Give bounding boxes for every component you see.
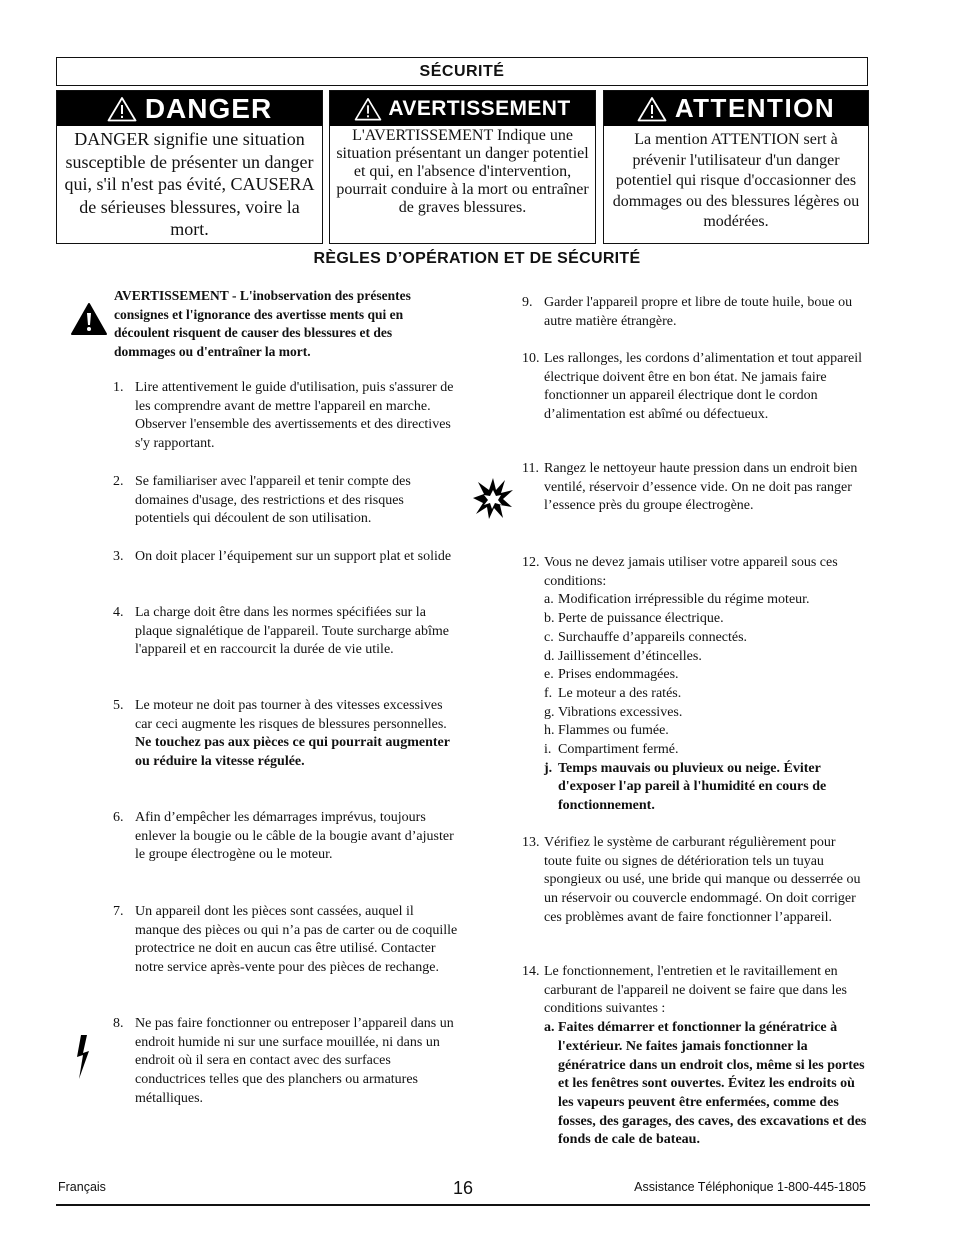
rule-number: 13. [522,835,540,850]
condition-letter: h. [544,723,555,739]
rule-number: 5. [113,698,124,713]
rule-text: Afin d’empêcher les démarrages imprévus, toujours enlever la bougie ou le câble de la bougie avant d’ajuster le groupe électrogène ou le moteur. [135,810,454,863]
condition-text: Flammes ou fumée. [558,723,669,739]
rule-text: On doit placer l’équipement sur un support plat et solide [135,549,452,564]
rule-item [522,834,867,928]
rule-text: Lire attentivement le guide d'utilisation, puis s'assurer de les comprendre avant de mettre l'appareil en marche. Observer l'ensemble des avertissements et des directives s'y rapportant. [135,380,454,452]
rule-text: La charge doit être dans les normes spécifiées sur la plaque signalétique de l'appareil. Toute surcharge abîme l'appareil et en raccourcit la durée de vie utile. [135,605,449,658]
condition-letter: e. [544,667,554,683]
condition-letter: c. [544,629,554,645]
condition-item [544,1019,867,1150]
warning-triangle-icon [637,96,667,122]
avertissement-label: AVERTISSEMENT [388,96,571,120]
condition-text: Temps mauvais ou pluvieux ou neige. Éviter d'exposer l'ap pareil à l'humidité en cours de fonctionnement. [558,760,827,814]
condition-text: Compartiment fermé. [558,742,679,758]
rule-item [113,1015,458,1109]
condition-item [544,666,867,685]
condition-letter: b. [544,611,555,627]
avertissement-header [330,91,595,126]
rule-item [113,379,458,454]
rule-item [522,460,867,516]
rule-text: Se familiariser avec l'appareil et tenir compte des domaines d'usage, des restrictions et des risques potentiels qui découlent de son utilisation. [135,474,411,527]
condition-letter: f. [544,685,553,701]
rule-item [113,473,458,529]
rule-text: Un appareil dont les pièces sont cassées, auquel il manque des pièces ou qui n’a pas de carter ou de coquille protectrice ne doit en aucun cas être utilisé. Contacter notre service après-vente pour des pièces de rechange. [135,904,458,976]
rule-item [522,350,867,425]
rule-bold-text: Ne touchez pas aux pièces ce qui pourrait augmenter ou réduire la vitesse régulée. [135,735,450,770]
condition-text: Le moteur a des ratés. [558,685,682,701]
footer-language: Français [58,1180,106,1194]
warning-triangle-icon [354,97,382,121]
rule-item [113,604,458,660]
rule-number: 1. [113,380,124,395]
condition-text: Surchauffe d’appareils connectés. [558,629,748,645]
attention-header [604,91,868,126]
rules-title: RÈGLES D’OPÉRATION ET DE SÉCURITÉ [313,250,641,267]
rule-number: 12. [522,555,540,570]
condition-item [544,741,867,760]
condition-item [544,722,867,741]
condition-text: Vibrations excessives. [558,704,683,720]
page-number: 16 [453,1178,474,1198]
rule-number: 10. [522,351,540,366]
rule-number: 3. [113,549,124,564]
rule-text: Rangez le nettoyeur haute pression dans un endroit bien ventilé, réservoir d’essence vide. On ne doit pas ranger l’essence près du groupe électrogène. [544,461,858,514]
danger-text: DANGER signifie une situation susceptible de présenter un danger qui, s'il n'est pas évité, CAUSERA de sérieuses blessures, voire la mort. [64,129,315,239]
rule-text: Ne pas faire fonctionner ou entreposer l’appareil dans un endroit humide ni sur une surface mouillée, ni dans un endroit où il sera en contact avec des surfaces conductrices telles que des planchers ou armatures métalliques. [135,1016,454,1106]
rule-number: 8. [113,1016,124,1031]
rule-number: 7. [113,904,124,919]
avertissement-text: L'AVERTISSEMENT Indique une situation présentant un danger potentiel et qui, en l'absence d'intervention, pourrait conduire à la mort ou entraîner de graves blessures. [336,127,589,216]
section-title: SÉCURITÉ [419,63,505,80]
danger-label: DANGER [144,92,273,124]
rule-number: 4. [113,605,124,620]
rule-number: 6. [113,810,124,825]
danger-box [56,90,323,244]
rule-text: Vous ne devez jamais utiliser votre appareil sous ces conditions: [544,555,838,589]
condition-item [544,704,867,723]
rule-item [113,548,458,567]
condition-text: Prises endommagées. [558,667,679,683]
condition-letter: i. [544,742,552,758]
rule-text: Les rallonges, les cordons d’alimentation et tout appareil électrique doivent être en bon état. Ne jamais faire fonctionner un appareil électrique dont le cordon d’alimentation est abîmé ou défectueux. [544,351,863,423]
condition-letter: a. [544,592,554,608]
rule-item [522,963,867,1150]
rule-number: 2. [113,474,124,489]
condition-letter: g. [544,704,555,720]
condition-letter: a. [544,1020,555,1036]
condition-text: Faites démarrer et fonctionner la génératrice à l'extérieur. Ne faites jamais fonctionner la génératrice dans un endroit clos, même si les portes et les fenêtres sont ouvertes. Évitez les endroits où les vapeurs peuvent être enfermées, comme des fosses, des garages, des caves, des excavations et des fonds de cale de bateau. [558,1020,867,1148]
rule-number: 14. [522,964,540,979]
condition-text: Modification irrépressible du régime moteur. [558,592,810,608]
rule-number: 11. [522,461,539,476]
condition-item [544,760,867,816]
attention-text: La mention ATTENTION sert à prévenir l'utilisateur d'un danger potentiel qui risque d'occasionner des dommages ou des blessures légères ou modérées. [612,131,860,230]
condition-item [544,685,867,704]
rule-text: Le fonctionnement, l'entretien et le ravitaillement en carburant de l'appareil ne doivent se faire que dans les conditions suivantes : [544,964,848,1017]
rule-item [113,809,458,865]
condition-letter: d. [544,648,555,664]
condition-letter: j. [544,760,553,776]
rule-number: 9. [522,295,533,310]
warning-sign-icon [70,302,108,336]
condition-text: Perte de puissance électrique. [558,611,724,627]
attention-label: ATTENTION [674,93,836,123]
rule-item [113,903,458,978]
rule-text: Vérifiez le système de carburant régulièrement pour toute fuite ou signes de détérioration tels un tuyau spongieux ou usé, une bride qui manque ou desserrée ou un réservoir ou couvercle endommagé. On doit corriger ces problèmes avant de faire fonctionner l’appareil. [544,835,861,925]
condition-text: Jaillissement d’étincelles. [558,648,702,664]
rule-text: Garder l'appareil propre et libre de toute huile, boue ou autre matière étrangère. [544,295,853,329]
lead-warning: AVERTISSEMENT - L'inobservation des présentes consignes et l'ignorance des avertisse ments qui en découlent risquent de causer des blessures et des dommages ou d'entraîner la mort. [114,288,411,360]
footer-phone: Assistance Téléphonique 1-800-445-1805 [634,1180,866,1194]
condition-item [544,591,867,610]
avertissement-box [329,90,596,244]
attention-box [603,90,869,244]
warning-triangle-icon [107,96,137,122]
section-title-box [56,57,868,86]
rule-item [522,294,867,331]
danger-header [57,91,322,126]
explosion-icon [472,476,514,520]
condition-item [544,648,867,667]
rule-item [522,554,867,816]
condition-item [544,610,867,629]
rule-text: Le moteur ne doit pas tourner à des vitesses excessives car ceci augmente les risques de blessures personnelles. [135,698,447,732]
electric-shock-icon [72,1034,94,1080]
footer-divider [56,1204,870,1206]
condition-item [544,629,867,648]
rule-item [113,697,458,772]
